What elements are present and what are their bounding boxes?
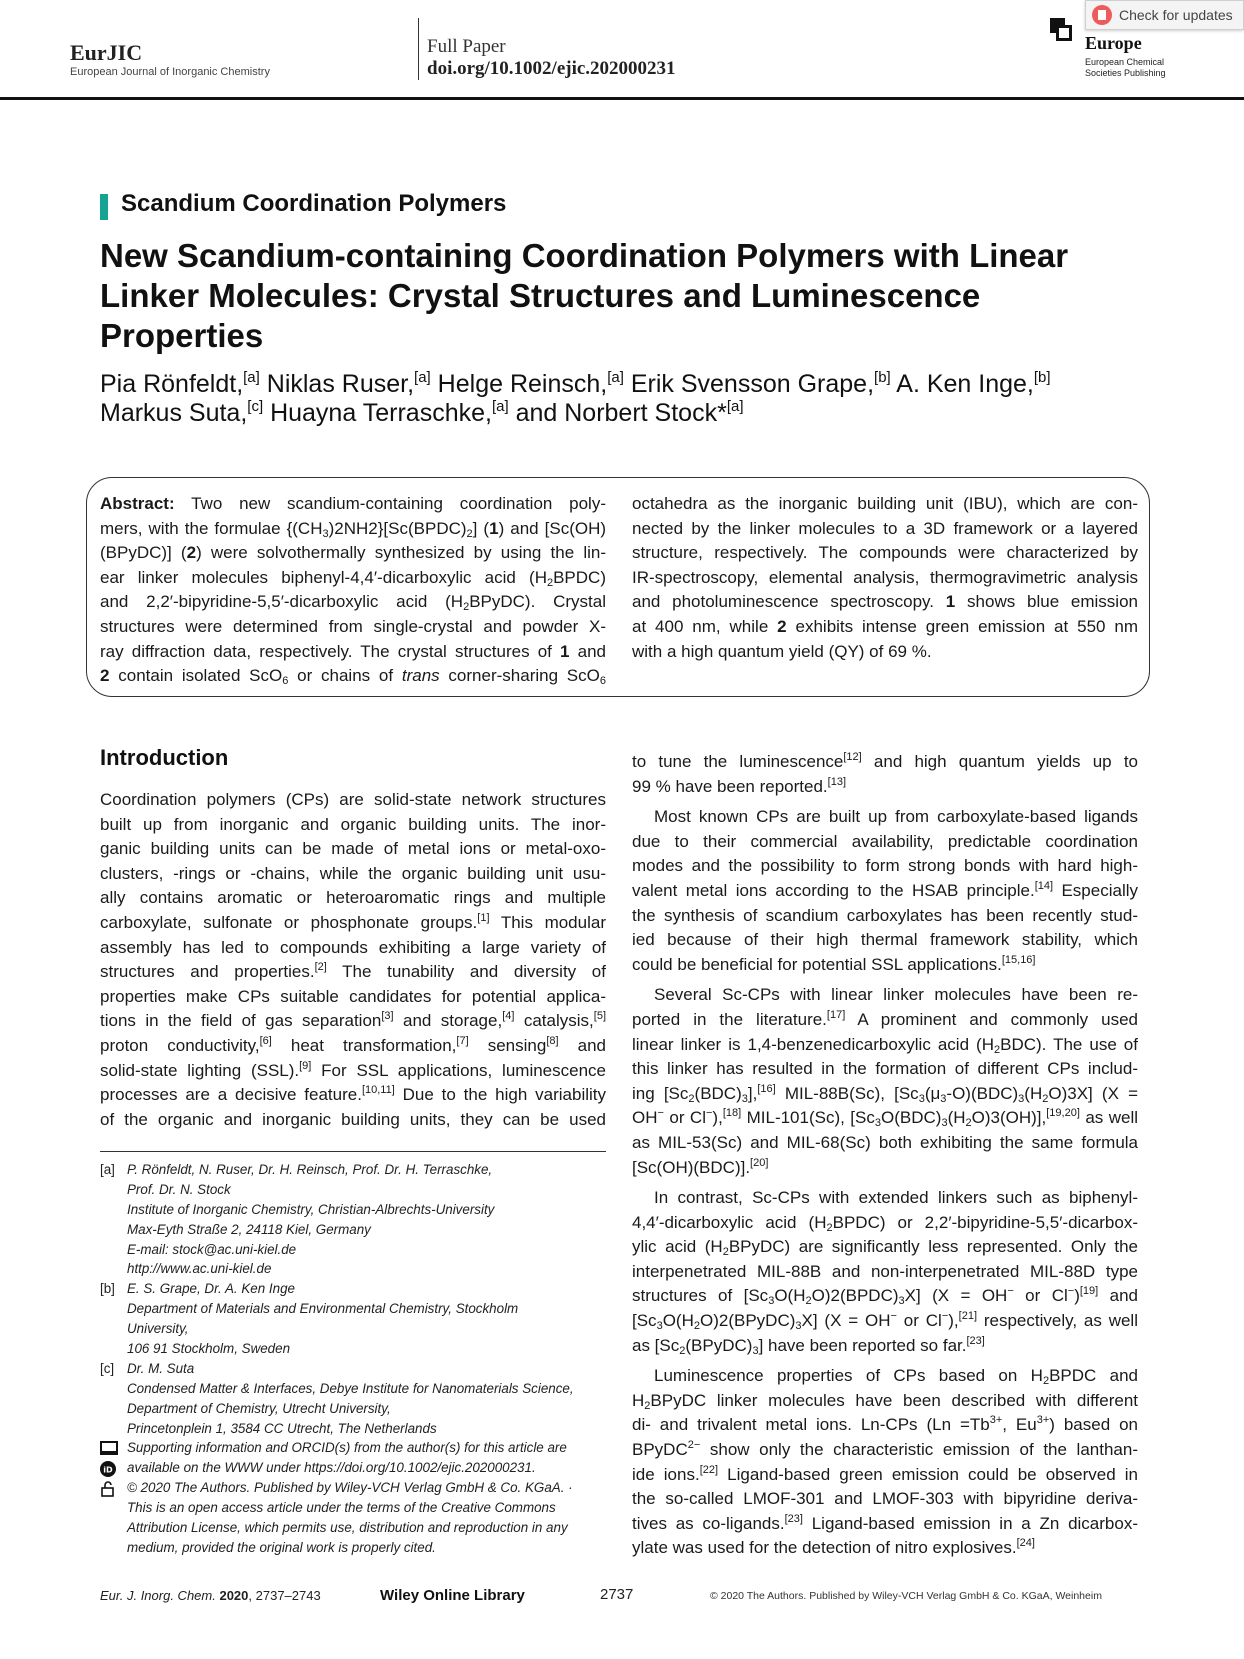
text-line: mers, with the formulae $\{(CH_3)2NH2\}[Sc(BPDC)_2]$ (1) and [Sc(OH) xyxy=(100,518,606,540)
text-line: ray diffraction data, respectively. The crystal structures of 1 and xyxy=(100,641,606,661)
footer-copyright: © 2020 The Authors. Published by Wiley-VCH Verlag GmbH & Co. KGaA, Weinheim xyxy=(710,1590,1102,1602)
bookmark-icon xyxy=(1092,5,1112,25)
footnote-rule xyxy=(100,1151,606,1152)
paragraph xyxy=(632,805,1138,977)
text-line: as MIL-53(Sc) and MIL-68(Sc) both exhibiting the same formula xyxy=(632,1132,1138,1152)
text-line: 99 % have been reported.[13] xyxy=(632,775,847,796)
footnote-line: [b] E. S. Grape, Dr. A. Ken Inge xyxy=(100,1281,295,1297)
text-line: and 2,2′-bipyridine-5,5′-dicarboxylic acid $(H_2BPyDC)$. Crystal xyxy=(100,592,606,614)
journal-full-name: European Journal of Inorganic Chemistry xyxy=(70,66,270,78)
affiliation-footnotes xyxy=(100,1160,620,1558)
header-rule xyxy=(0,97,1244,100)
footnote-line: Max-Eyth Straße 2, 24118 Kiel, Germany xyxy=(127,1221,371,1237)
text-line: 4,4′-dicarboxylic acid $(H_2BPDC)$ or 2,2′-bipyridine-5,5′-dicarbox- xyxy=(632,1212,1138,1234)
text-line: BPyDC$^{2-}$ show only the characteristic emission of the lanthan- xyxy=(632,1439,1138,1460)
footnote-line: Princetonplein 1, 3584 CC Utrecht, The Netherlands xyxy=(127,1420,437,1436)
journal-logo: EurJIC xyxy=(70,40,143,65)
orcid-icon xyxy=(100,1461,118,1475)
text-line: Abstract: Two new scandium-containing coordination poly- xyxy=(100,494,606,513)
text-line: the synthesis of scandium carboxylates has been recently stud- xyxy=(632,905,1138,925)
text-line: tions in the field of gas separation[3] and storage,[4] catalysis,[5] xyxy=(100,1010,606,1031)
abstract-column-2 xyxy=(632,492,1138,664)
footnote-line: © 2020 The Authors. Published by Wiley-VCH Verlag GmbH & Co. KGaA. · xyxy=(100,1478,620,1498)
introduction-heading: Introduction xyxy=(100,745,229,770)
footnote-line: This is an open access article under the terms of the Creative Commons xyxy=(127,1500,556,1516)
footnote-line: Supporting information and ORCID(s) from the author(s) for this article are xyxy=(100,1438,620,1458)
paragraph xyxy=(632,750,1138,799)
footnote-line: http://www.ac.uni-kiel.de xyxy=(127,1261,272,1277)
footnote-line: [c] Dr. M. Suta xyxy=(100,1360,195,1376)
svg-text:iD: iD xyxy=(103,1465,113,1475)
journal-reference: Eur. J. Inorg. Chem. 2020, 2737–2743 xyxy=(100,1588,321,1603)
text-line: modes and the possibility to form strong bonds with hard high- xyxy=(632,856,1138,876)
footnote-line: 106 91 Stockholm, Sweden xyxy=(127,1341,291,1357)
authors-line-2: Markus Suta,[c] Huayna Terraschke,[a] and Norbert Stock*[a] xyxy=(100,398,744,427)
text-line: structures of $[Sc_3O(H_2O)2(BPDC)_3X] (X = OH^-$ or Cl−)[19] and xyxy=(632,1285,1138,1308)
text-line: could be beneficial for potential SSL applications.[15,16] xyxy=(632,953,1036,974)
text-line: structures and properties.[2] The tunability and diversity of xyxy=(100,961,606,982)
text-line: valent metal ions according to the HSAB principle.[14] Especially xyxy=(632,879,1138,900)
abstract-column-1 xyxy=(100,492,606,689)
text-line: ally contains aromatic or heteroaromatic rings and multiple xyxy=(100,888,606,908)
text-line: proton conductivity,[6] heat transformation,[7] sensing[8] and xyxy=(100,1034,606,1055)
text-line: at 400 nm, while 2 exhibits intense green emission at 550 nm xyxy=(632,616,1138,636)
text-line: the so-called LMOF-301 and LMOF-303 with bipyridine deriva- xyxy=(632,1489,1138,1509)
text-line: with a high quantum yield (QY) of 69 %. xyxy=(632,641,932,661)
footnote-line: Prof. Dr. N. Stock xyxy=(127,1181,231,1197)
footnote-line: [a] P. Rönfeldt, N. Ruser, Dr. H. Reinsch, Prof. Dr. H. Terraschke, xyxy=(100,1162,493,1177)
check-for-updates-button[interactable] xyxy=(1085,0,1244,30)
footnote-line: Condensed Matter & Interfaces, Debye Institute for Nanomaterials Science, xyxy=(127,1380,574,1396)
paragraph xyxy=(632,1364,1138,1561)
text-line: Luminescence properties of CPs based on $H_2BPDC$ and xyxy=(654,1366,1138,1388)
body-column-left xyxy=(100,788,606,1132)
text-line: properties make CPs suitable candidates for potential applica- xyxy=(100,986,606,1006)
footnote-line: Institute of Inorganic Chemistry, Christian-Albrechts-University xyxy=(127,1201,495,1217)
authors-line-1: Pia Rönfeldt,[a] Niklas Ruser,[a] Helge Reinsch,[a] Erik Svensson Grape,[b] A. Ken Inge,[b] xyxy=(100,369,1051,398)
text-line: OH− or Cl−),[18] MIL-101(Sc), $[Sc_3O(BDC)_3(H_2O)3(OH)],[19,20]$ as well xyxy=(632,1107,1138,1130)
text-line: ylate was used for the detection of nitro explosives.[24] xyxy=(632,1537,1035,1558)
footnote-line: medium, provided the original work is properly cited. xyxy=(127,1539,436,1555)
footnote-line: University, xyxy=(127,1321,189,1337)
footnote-line: Attribution License, which permits use, distribution and reproduction in any xyxy=(127,1520,568,1536)
text-line: Several Sc-CPs with linear linker molecules have been re- xyxy=(654,985,1138,1005)
page-number: 2737 xyxy=(600,1586,634,1603)
text-line: ear linker molecules biphenyl-4,4′-dicarboxylic acid $(H_2BPDC)$ xyxy=(100,567,606,589)
text-line: ported in the literature.[17] A prominent and commonly used xyxy=(632,1008,1138,1029)
text-line: this linker has resulted in the formation of different CPs includ- xyxy=(632,1059,1138,1079)
text-line: built up from inorganic and organic building units. The inor- xyxy=(100,814,606,834)
text-line: ganic building units can be made of metal ions or metal-oxo- xyxy=(100,839,606,859)
body-column-right xyxy=(632,750,1138,1561)
text-line: $H_2BPyDC$ linker molecules have been described with different xyxy=(632,1390,1138,1412)
text-line: 2 contain isolated ScO$_6$ or chains of trans corner-sharing ScO$_6$ xyxy=(100,666,606,688)
section-title: Scandium Coordination Polymers xyxy=(121,190,507,217)
publisher-subtitle-2: Societies Publishing xyxy=(1085,68,1166,78)
text-line: processes are a decisive feature.[10,11] Due to the high variability xyxy=(100,1084,606,1105)
text-line: and photoluminescence spectroscopy. 1 shows blue emission xyxy=(632,592,1138,612)
text-line: octahedra as the inorganic building unit (IBU), which are con- xyxy=(632,494,1138,513)
text-line: structure, respectively. The compounds were characterized by xyxy=(632,543,1138,563)
text-line: interpenetrated MIL-88B and non-interpenetrated MIL-88D type xyxy=(632,1261,1138,1281)
open-access-lock-icon xyxy=(100,1481,118,1495)
footnote-line: iD available on the WWW under https://doi.org/10.1002/ejic.202000231. xyxy=(100,1458,620,1478)
computer-icon xyxy=(100,1441,118,1455)
text-line: Most known CPs are built up from carboxylate-based ligands xyxy=(654,807,1138,827)
text-line: clusters, -rings or -chains, while the organic building unit usu- xyxy=(100,863,606,883)
text-line: [Sc(OH)(BDC)].[20] xyxy=(632,1156,769,1177)
publisher-subtitle-1: European Chemical xyxy=(1085,57,1165,67)
text-line: assembly has led to compounds exhibiting a large variety of xyxy=(100,937,606,957)
footnote-line: Department of Materials and Environmental Chemistry, Stockholm xyxy=(127,1301,519,1317)
text-line: linear linker is 1,4-benzenedicarboxylic acid $(H_2BDC)$. The use of xyxy=(632,1034,1138,1056)
text-line: due to their commercial availability, predictable coordination xyxy=(632,831,1138,851)
footnote-line: E-mail: stock@ac.uni-kiel.de xyxy=(127,1241,297,1257)
text-line: of the organic and inorganic building units, they can be used xyxy=(100,1109,606,1129)
text-line: ide ions.[22] Ligand-based green emission could be observed in xyxy=(632,1463,1138,1484)
header-divider xyxy=(418,18,419,80)
text-line: carboxylate, sulfonate or phosphonate groups.[1] This modular xyxy=(100,911,606,932)
wiley-online-library-link[interactable]: Wiley Online Library xyxy=(380,1587,525,1604)
text-line: In contrast, Sc-CPs with extended linkers such as biphenyl- xyxy=(654,1188,1138,1208)
check-for-updates-label: Check for updates xyxy=(1119,7,1233,23)
text-line: $[Sc_3O(H_2O)2(BPyDC)_3X] (X = OH^-$ or Cl−),[21] respectively, as well xyxy=(632,1310,1138,1333)
text-line: ylic acid $(H_2BPyDC)$ are significantly less represented. Only the xyxy=(632,1237,1138,1259)
text-line: structures were determined from single-crystal and powder X- xyxy=(100,616,606,636)
publisher-name: Europe xyxy=(1085,33,1142,53)
text-line: (BPyDC)] (2) were solvothermally synthesized by using the lin- xyxy=(100,543,606,563)
text-line: Coordination polymers (CPs) are solid-state network structures xyxy=(100,790,606,809)
text-line: tives as co-ligands.[23] Ligand-based emission in a Zn dicarbox- xyxy=(632,1512,1138,1533)
article-title: New Scandium-containing Coordination Polymers with Linear Linker Molecules: Crystal Structures and Luminescence Properties xyxy=(100,237,1069,354)
paragraph xyxy=(632,983,1138,1180)
text-line: to tune the luminescence[12] and high quantum yields up to xyxy=(632,751,1138,771)
section-marker xyxy=(100,194,108,220)
text-line: di- and trivalent metal ions. Ln-CPs ($Ln =Tb^{3+}$, $Eu^{3+}$) based on xyxy=(632,1414,1138,1435)
doi-link[interactable]: doi.org/10.1002/ejic.202000231 xyxy=(427,58,676,79)
text-line: ing $[Sc_2(BDC)_3],[16]$ MIL-88B(Sc), $[Sc_3(\mu_3-O)(BDC)_3(H_2O)3X] (X$ = xyxy=(632,1082,1138,1105)
article-type: Full Paper xyxy=(427,36,506,57)
text-line: IR-spectroscopy, elemental analysis, thermogravimetric analysis xyxy=(632,567,1138,587)
text-line: as $[Sc_2(BPyDC)_3]$ have been reported so far.[23] xyxy=(632,1334,985,1357)
text-line: ied because of their high thermal framework stability, which xyxy=(632,930,1138,950)
author-list xyxy=(100,370,1180,428)
chempubsoc-logo-icon xyxy=(1050,18,1072,40)
text-line: nected by the linker molecules to a 3D framework or a layered xyxy=(632,518,1138,538)
footnote-line: Department of Chemistry, Utrecht University, xyxy=(127,1400,391,1416)
paragraph xyxy=(632,1186,1138,1358)
text-line: solid-state lighting (SSL).[9] For SSL applications, luminescence xyxy=(100,1059,606,1080)
